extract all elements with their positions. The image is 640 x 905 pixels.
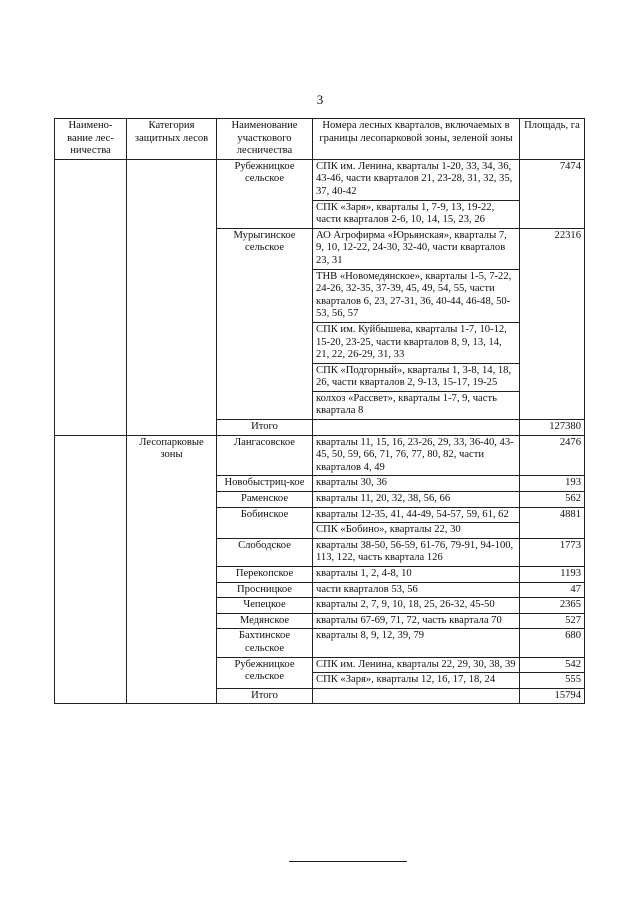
- quarters-cell: кварталы 8, 9, 12, 39, 79: [313, 629, 520, 657]
- area-cell: 1773: [520, 538, 585, 566]
- quarters-cell: кварталы 30, 36: [313, 476, 520, 492]
- quarters-cell: СПК «Заря», кварталы 1, 7-9, 13, 19-22, части кварталов 2-6, 10, 14, 15, 23, 26: [313, 200, 520, 228]
- total-area: 127380: [520, 420, 585, 436]
- quarters-cell: кварталы 2, 7, 9, 10, 18, 25, 26-32, 45-50: [313, 598, 520, 614]
- quarters-cell: СПК им. Куйбышева, кварталы 1-7, 10-12, 15-20, 23-25, части кварталов 8, 9, 13, 14, 21, 22, 26-29, 31, 33: [313, 322, 520, 363]
- table-header-row: [55, 119, 585, 160]
- quarters-cell: кварталы 11, 15, 16, 23-26, 29, 33, 36-40, 43-45, 50, 59, 66, 71, 76, 77, 80, 82, части кварталов 4, 49: [313, 435, 520, 476]
- area-cell: 555: [520, 673, 585, 689]
- quarters-cell: [313, 688, 520, 704]
- area-cell: 527: [520, 613, 585, 629]
- forestry-name-cell: [55, 435, 127, 704]
- total-area: 15794: [520, 688, 585, 704]
- total-label: Итого: [217, 420, 313, 436]
- area-cell: 2365: [520, 598, 585, 614]
- area-cell: 7474: [520, 159, 585, 228]
- district-cell: Новобыстриц-кое: [217, 476, 313, 492]
- district-cell: Просницкое: [217, 582, 313, 598]
- area-cell: 22316: [520, 228, 585, 419]
- district-cell: Рубежницкое сельское: [217, 159, 313, 228]
- page-number: 3: [316, 92, 324, 107]
- district-cell: Лангасовское: [217, 435, 313, 476]
- table-row: [55, 159, 585, 200]
- district-cell: Рубежницкое сельское: [217, 657, 313, 688]
- footer-rule: [289, 861, 407, 862]
- area-cell: 1193: [520, 567, 585, 583]
- header-quarter-numbers: Номера лесных кварталов, включаемых в границы лесопарковой зоны, зеленой зоны: [313, 119, 520, 160]
- area-cell: 2476: [520, 435, 585, 476]
- category-cell: [127, 159, 217, 435]
- area-cell: 542: [520, 657, 585, 673]
- header-area: Площадь, га: [520, 119, 585, 160]
- district-cell: Бобинское: [217, 507, 313, 538]
- district-cell: Раменское: [217, 492, 313, 508]
- total-label: Итого: [217, 688, 313, 704]
- area-cell: 4881: [520, 507, 585, 538]
- header-protective-category: Категория защитных лесов: [127, 119, 217, 160]
- quarters-cell: кварталы 67-69, 71, 72, часть квартала 70: [313, 613, 520, 629]
- district-cell: Чепецкое: [217, 598, 313, 614]
- header-forestry-name: Наимено-вание лес-ничества: [55, 119, 127, 160]
- quarters-cell: СПК им. Ленина, кварталы 22, 29, 30, 38, 39: [313, 657, 520, 673]
- area-cell: 193: [520, 476, 585, 492]
- quarters-cell: СПК им. Ленина, кварталы 1-20, 33, 34, 36, 43-46, части кварталов 21, 23-28, 31, 32, 35, 37, 40-42: [313, 159, 520, 200]
- quarters-cell: кварталы 11, 20, 32, 38, 56, 66: [313, 492, 520, 508]
- quarters-cell: ТНВ «Новомедянское», кварталы 1-5, 7-22, 24-26, 32-35, 37-39, 45, 49, 54, 55, части кварталов 6, 23, 27-31, 36, 40-44, 46-48, 50-53, 56, 57: [313, 269, 520, 322]
- quarters-cell: кварталы 38-50, 56-59, 61-76, 79-91, 94-100, 113, 122, часть квартала 126: [313, 538, 520, 566]
- quarters-cell: АО Агрофирма «Юрьянская», кварталы 7, 9, 10, 12-22, 24-30, 32-40, части кварталов 23, 31: [313, 228, 520, 269]
- category-cell: Лесопарковые зоны: [127, 435, 217, 704]
- district-cell: Медянское: [217, 613, 313, 629]
- area-cell: 562: [520, 492, 585, 508]
- quarters-cell: кварталы 1, 2, 4-8, 10: [313, 567, 520, 583]
- header-district-forestry: Наименование участкового лесничества: [217, 119, 313, 160]
- district-cell: Мурыгинское сельское: [217, 228, 313, 419]
- area-cell: 47: [520, 582, 585, 598]
- quarters-cell: СПК «Бобино», кварталы 22, 30: [313, 523, 520, 539]
- district-cell: Слободское: [217, 538, 313, 566]
- forest-zones-table: [54, 118, 585, 704]
- table-row: [55, 435, 585, 476]
- district-cell: Бахтинское сельское: [217, 629, 313, 657]
- quarters-cell: части кварталов 53, 56: [313, 582, 520, 598]
- quarters-cell: [313, 420, 520, 436]
- area-cell: 680: [520, 629, 585, 657]
- quarters-cell: кварталы 12-35, 41, 44-49, 54-57, 59, 61, 62: [313, 507, 520, 523]
- quarters-cell: колхоз «Рассвет», кварталы 1-7, 9, часть квартала 8: [313, 391, 520, 419]
- district-cell: Перекопское: [217, 567, 313, 583]
- quarters-cell: СПК «Подгорный», кварталы 1, 3-8, 14, 18, 26, части кварталов 2, 9-13, 15-17, 19-25: [313, 363, 520, 391]
- forestry-name-cell: [55, 159, 127, 435]
- quarters-cell: СПК «Заря», кварталы 12, 16, 17, 18, 24: [313, 673, 520, 689]
